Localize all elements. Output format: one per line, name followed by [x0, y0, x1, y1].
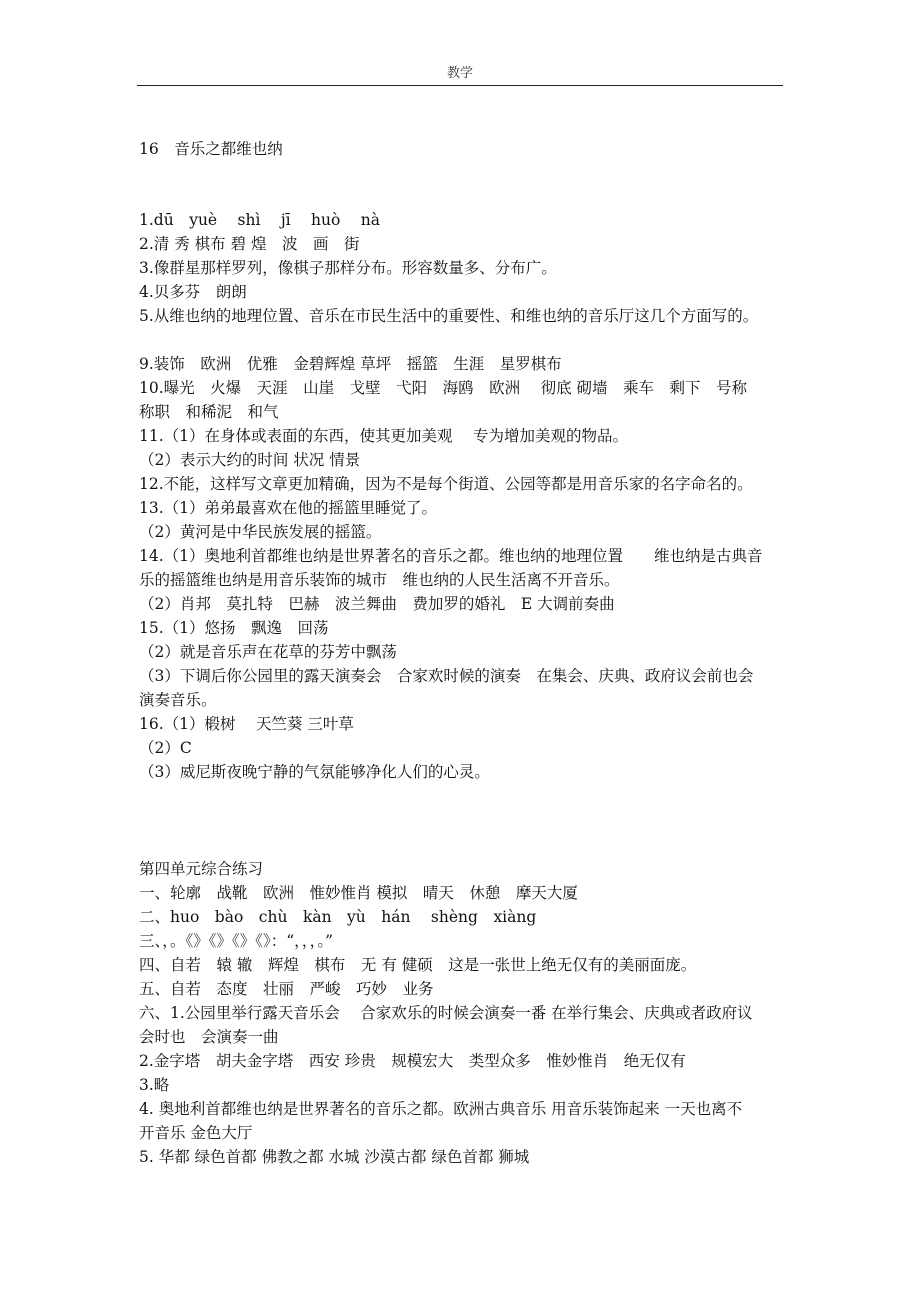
answer-line: 第四单元综合练习: [139, 860, 264, 878]
answer-line: 11.（1）在身体或表面的东西，使其更加美观 专为增加美观的物品。: [139, 427, 628, 445]
answer-line: 2.金字塔 胡夫金字塔 西安 珍贵 规模宏大 类型众多 惟妙惟肖 绝无仅有: [139, 1052, 686, 1070]
answer-line: （2）C: [139, 739, 192, 757]
answer-line: 乐的摇篮维也纳是用音乐装饰的城市 维也纳的人民生活离不开音乐。: [139, 571, 620, 589]
answer-line: 三、，。《》《》《》《》：“，，，。”: [139, 932, 334, 950]
answer-line: 开音乐 金色大厅: [139, 1124, 253, 1142]
answer-line: 3.像群星那样罗列，像棋子那样分布。形容数量多、分布广。: [139, 259, 557, 277]
answer-line: 2.清 秀 棋布 碧 煌 波 画 街: [139, 235, 360, 253]
answer-line: （3）威尼斯夜晚宁静的气氛能够净化人们的心灵。: [139, 763, 490, 781]
answer-line: 演奏音乐。: [139, 691, 217, 709]
answer-line: 4.贝多芬 朗朗: [139, 283, 247, 301]
answer-line: （2）就是音乐声在花草的芬芳中飘荡: [139, 643, 397, 661]
answer-line: 4. 奥地利首都维也纳是世界著名的音乐之都。欧洲古典音乐 用音乐装饰起来 一天也离不: [139, 1100, 743, 1118]
answer-line: 一、轮廓 战靴 欧洲 惟妙惟肖 模拟 晴天 休憩 摩天大厦: [139, 884, 578, 902]
answer-line: 14.（1）奥地利首都维也纳是世界著名的音乐之都。维也纳的地理位置 维也纳是古典音: [139, 547, 763, 565]
answer-line: 13.（1）弟弟最喜欢在他的摇篮里睡觉了。: [139, 499, 438, 517]
answer-line: （3）下调后你公园里的露天演奏会 合家欢时候的演奏 在集会、庆典、政府议会前也会: [139, 667, 754, 685]
answer-line: （2）肖邦 莫扎特 巴赫 波兰舞曲 费加罗的婚礼 E 大调前奏曲: [139, 595, 615, 613]
header-rule: [137, 85, 783, 86]
answer-line: （2）黄河是中华民族发展的摇篮。: [139, 523, 382, 541]
answer-line: 五、自若 态度 壮丽 严峻 巧妙 业务: [139, 980, 434, 998]
answer-line: 5.从维也纳的地理位置、音乐在市民生活中的重要性、和维也纳的音乐厅这几个方面写的。: [139, 307, 759, 325]
answer-line: 1.dū yuè shì jī huò nà: [139, 211, 380, 229]
answer-line: 16.（1）椴树 天竺葵 三叶草: [139, 715, 354, 733]
answer-line: 10.曝光 火爆 天涯 山崖 戈壁 弋阳 海鸥 欧洲 彻底 砌墙 乘车 剩下 号称: [139, 379, 748, 397]
answer-line: 称职 和稀泥 和气: [139, 403, 279, 421]
lesson-title: 16 音乐之都维也纳: [139, 140, 283, 158]
answer-line: 15.（1）悠扬 飘逸 回荡: [139, 619, 329, 637]
page-header: 教学: [446, 66, 473, 81]
answer-line: 二、huo bào chù kàn yù hán shèng xiàng: [139, 908, 537, 926]
answer-line: 12.不能，这样写文章更加精确，因为不是每个街道、公园等都是用音乐家的名字命名的。: [139, 475, 753, 493]
answer-line: 四、自若 辕 辙 辉煌 棋布 无 有 健硕 这是一张世上绝无仅有的美丽面庞。: [139, 956, 697, 974]
answer-line: 3.略: [139, 1076, 170, 1094]
answer-line: 六、1.公园里举行露天音乐会 合家欢乐的时候会演奏一番 在举行集会、庆典或者政府议: [139, 1004, 753, 1022]
answer-line: 5. 华都 绿色首都 佛教之都 水城 沙漠古都 绿色首都 狮城: [139, 1148, 530, 1166]
answer-line: （2）表示大约的时间 状况 情景: [139, 451, 361, 469]
answer-line: 会时也 会演奏一曲: [139, 1028, 279, 1046]
answer-line: 9.装饰 欧洲 优雅 金碧辉煌 草坪 摇篮 生涯 星罗棋布: [139, 355, 562, 373]
